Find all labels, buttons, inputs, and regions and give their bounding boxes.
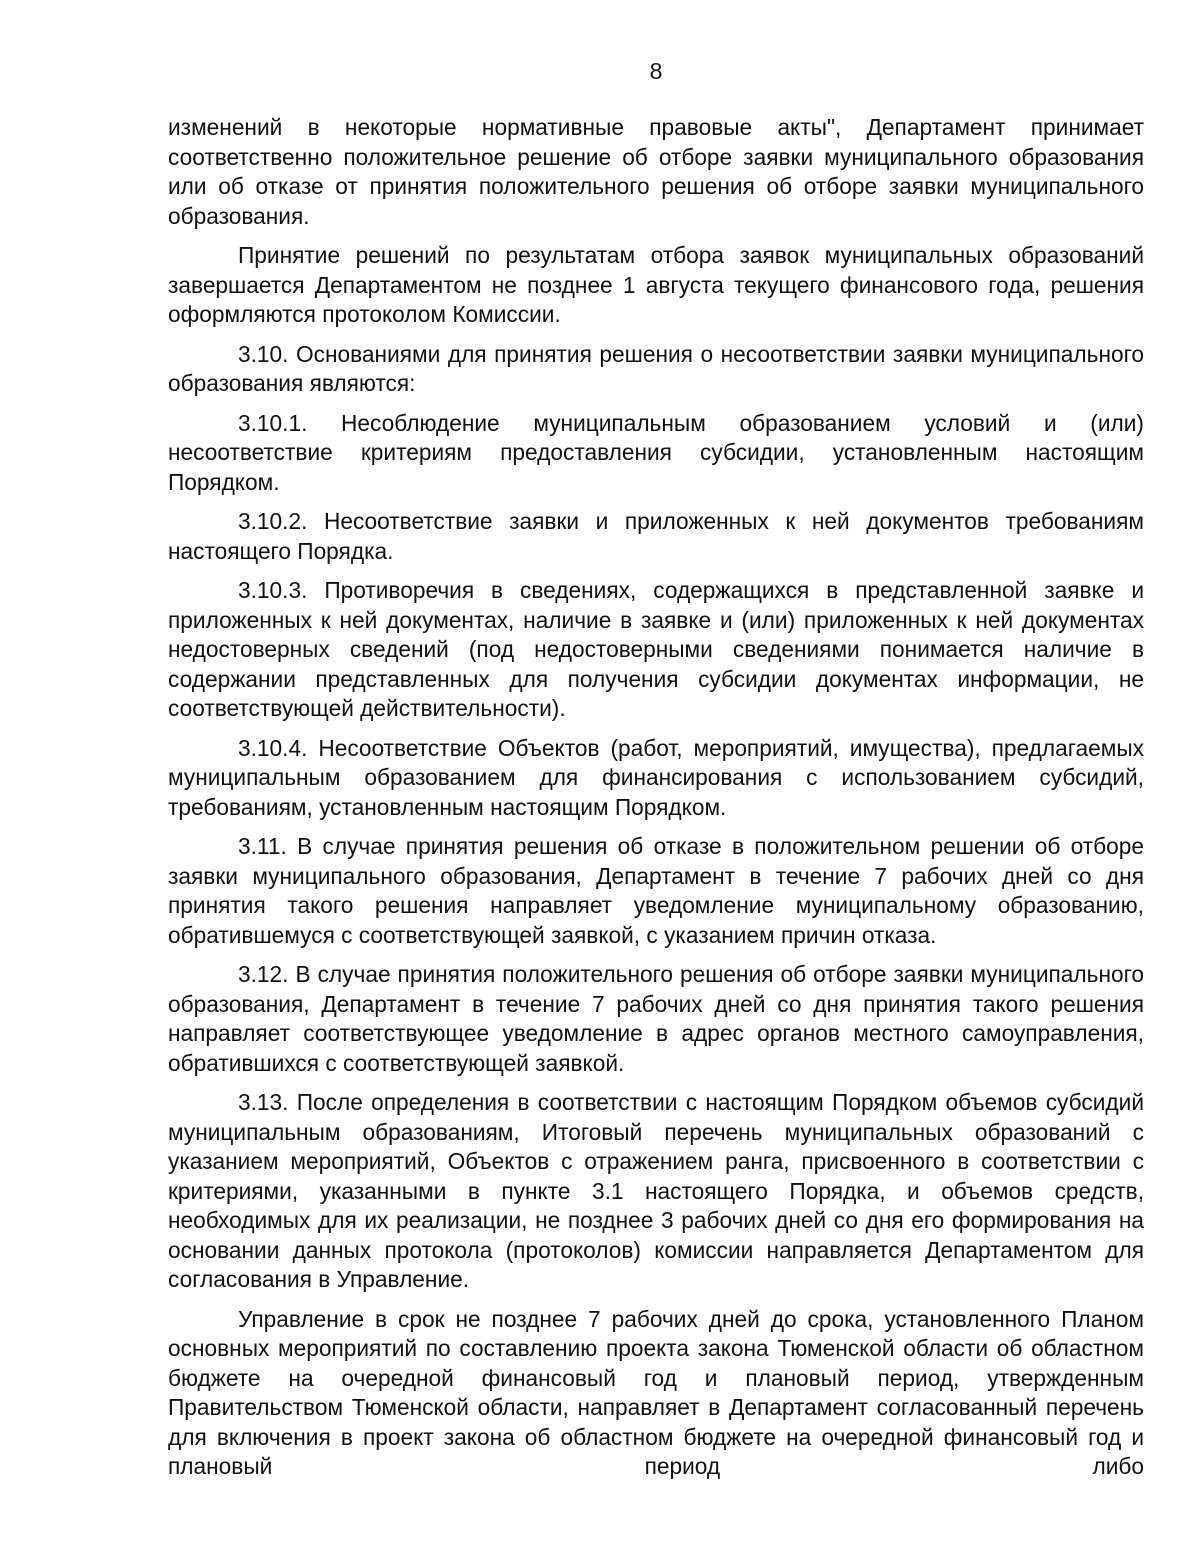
document-body bbox=[168, 113, 1144, 1492]
paragraph-3-10-2: 3.10.2. Несоответствие заявки и приложенных к ней документов требованиям настоящего Порядка. bbox=[168, 508, 1144, 564]
paragraph-3-11: 3.11. В случае принятия решения об отказе в положительном решении об отборе заявки муниципального образования, Департамент в течение 7 рабочих дней со дня принятия такого решения направляет уведомление муниципальному образованию, обратившемуся с соответствующей заявкой, с указанием причин отказа. bbox=[168, 833, 1144, 948]
paragraph-decision-deadline: Принятие решений по результатам отбора заявок муниципальных образований завершается Департаментом не позднее 1 августа текущего финансового года, решения оформляются протоколом Комиссии. bbox=[168, 242, 1144, 327]
paragraph-3-12: 3.12. В случае принятия положительного решения об отборе заявки муниципального образования, Департамент в течение 7 рабочих дней со дня принятия такого решения направляет соответствующее уведомление в адрес органов местного самоуправления, обратившихся с соответствующей заявкой. bbox=[168, 961, 1144, 1076]
paragraph-continuation: изменений в некоторые нормативные правовые акты", Департамент принимает соответственно положительное решение об отборе заявки муниципального образования или об отказе от принятия положительного решения об отборе заявки муниципального образования. bbox=[168, 114, 1144, 229]
paragraph-3-10: 3.10. Основаниями для принятия решения о несоответствии заявки муниципального образования являются: bbox=[168, 340, 1144, 396]
paragraph-management-approval: Управление в срок не позднее 7 рабочих дней до срока, установленного Планом основных мероприятий по составлению проекта закона Тюменской области об областном бюджете на очередной финансовый год и плановый период, утвержденным Правительством Тюменской области, направляет в Департамент согласованный перечень для включения в проект закона об областном бюджете на очередной финансовый год и плановый период либо bbox=[168, 1305, 1144, 1479]
page-number: 8 bbox=[649, 58, 663, 84]
paragraph-3-10-3: 3.10.3. Противоречия в сведениях, содержащихся в представленной заявке и приложенных к ней документах, наличие в заявке и (или) приложенных к ней документах недостоверных сведений (под недостоверными сведениями понимается наличие в содержании представленных для получения субсидии документах информации, не соответствующей действительности). bbox=[168, 577, 1144, 721]
paragraph-3-10-1: 3.10.1. Несоблюдение муниципальным образованием условий и (или) несоответствие критериям предоставления субсидии, установленным настоящим Порядком. bbox=[168, 409, 1144, 495]
paragraph-3-13: 3.13. После определения в соответствии с настоящим Порядком объемов субсидий муниципальным образованиям, Итоговый перечень муниципальных образований с указанием мероприятий, Объектов с отражением ранга, присвоенного в соответствии с критериями, указанными в пункте 3.1 настоящего Порядка, и объемов средств, необходимых для их реализации, не позднее 3 рабочих дней со дня его формирования на основании данных протокола (протоколов) комиссии направляется Департаментом для согласования в Управление. bbox=[168, 1089, 1144, 1292]
paragraph-3-10-4: 3.10.4. Несоответствие Объектов (работ, мероприятий, имущества), предлагаемых муниципальным образованием для финансирования с использованием субсидий, требованиям, установленным настоящим Порядком. bbox=[168, 734, 1144, 820]
